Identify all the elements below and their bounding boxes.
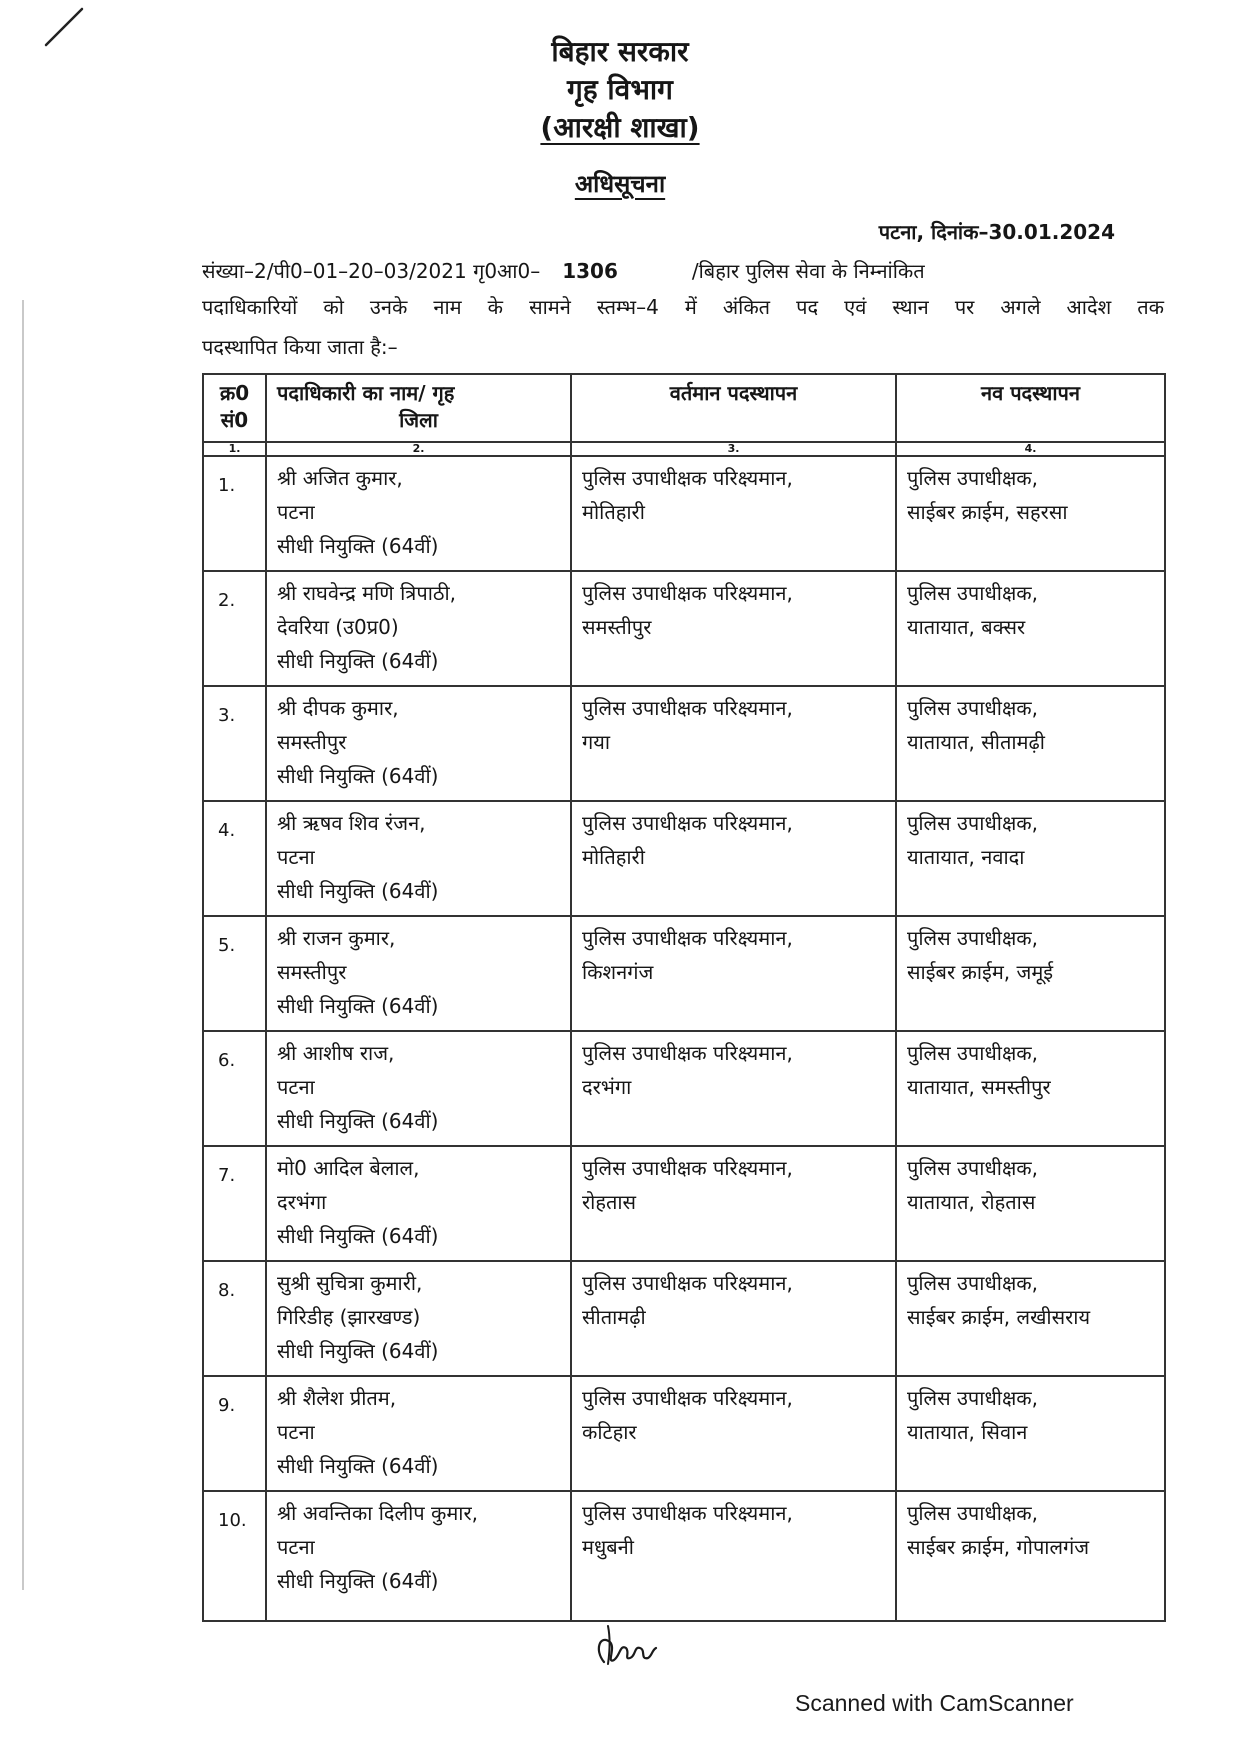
header-officer-name: पदाधिकारी का नाम/ गृह जिला xyxy=(266,374,571,442)
cell-sn: 8. xyxy=(218,1280,236,1301)
officer-cell xyxy=(266,1261,571,1376)
table-row xyxy=(203,571,1165,686)
current-posting-cell xyxy=(571,456,896,571)
cell-name: श्री राघवेन्द्र मणि त्रिपाठी, xyxy=(277,581,457,605)
cell-current-1: पुलिस उपाधीक्षक परिक्ष्यमान, xyxy=(582,1271,793,1295)
signature-mark xyxy=(590,1620,660,1670)
header-new-posting: नव पदस्थापन xyxy=(896,374,1165,442)
new-posting-cell xyxy=(896,916,1165,1031)
current-posting-cell xyxy=(571,916,896,1031)
current-posting-cell xyxy=(571,571,896,686)
sn-cell xyxy=(203,1491,266,1621)
cell-new-1: पुलिस उपाधीक्षक, xyxy=(907,1386,1039,1410)
sn-cell xyxy=(203,571,266,686)
sn-cell xyxy=(203,1146,266,1261)
cell-name: श्री शैलेश प्रीतम, xyxy=(277,1386,397,1410)
sn-cell xyxy=(203,456,266,571)
table-row xyxy=(203,1491,1165,1621)
officer-cell xyxy=(266,1376,571,1491)
cell-current-1: पुलिस उपाधीक्षक परिक्ष्यमान, xyxy=(582,926,793,950)
cell-home: पटना xyxy=(277,1420,315,1444)
branch-title: (आरक्षी शाखा) xyxy=(540,111,700,144)
reference-number: 1306 xyxy=(562,259,618,283)
cell-appointment: सीधी नियुक्ति (64वीं) xyxy=(277,1224,439,1248)
body-text-line-1: पदाधिकारियों को उनके नाम के सामने स्तम्भ–4 में अंकित पद एवं स्थान पर अगले आदेश तक xyxy=(202,295,1164,319)
cell-current-2: मोतिहारी xyxy=(582,845,645,869)
notification-heading: अधिसूचना xyxy=(574,170,666,198)
officer-cell xyxy=(266,801,571,916)
officer-cell xyxy=(266,1146,571,1261)
sn-cell xyxy=(203,1261,266,1376)
cell-new-1: पुलिस उपाधीक्षक, xyxy=(907,466,1039,490)
scanner-watermark: Scanned with CamScanner xyxy=(795,1690,1074,1716)
cell-sn: 3. xyxy=(218,705,236,726)
table-row xyxy=(203,456,1165,571)
cell-appointment: सीधी नियुक्ति (64वीं) xyxy=(277,649,439,673)
place-and-date: पटना, दिनांक–30.01.2024 xyxy=(878,220,1115,244)
cell-sn: 2. xyxy=(218,590,236,611)
table-row xyxy=(203,801,1165,916)
cell-new-2: यातायात, नवादा xyxy=(907,845,1025,869)
current-posting-cell xyxy=(571,1491,896,1621)
officer-cell xyxy=(266,1031,571,1146)
officer-cell xyxy=(266,916,571,1031)
cell-current-2: रोहतास xyxy=(582,1190,637,1214)
cell-name: श्री अजित कुमार, xyxy=(277,466,403,490)
current-posting-cell xyxy=(571,686,896,801)
new-posting-cell xyxy=(896,571,1165,686)
cell-sn: 10. xyxy=(218,1510,247,1531)
cell-current-1: पुलिस उपाधीक्षक परिक्ष्यमान, xyxy=(582,1041,793,1065)
cell-home: देवरिया (उ0प्र0) xyxy=(277,615,399,639)
column-number: 2. xyxy=(266,442,571,456)
cell-current-1: पुलिस उपाधीक्षक परिक्ष्यमान, xyxy=(582,1501,793,1525)
officer-cell xyxy=(266,456,571,571)
cell-appointment: सीधी नियुक्ति (64वीं) xyxy=(277,879,439,903)
cell-home: दरभंगा xyxy=(277,1190,327,1214)
table-row xyxy=(203,686,1165,801)
officer-cell xyxy=(266,571,571,686)
new-posting-cell xyxy=(896,456,1165,571)
new-posting-cell xyxy=(896,1146,1165,1261)
cell-home: पटना xyxy=(277,1535,315,1559)
column-number: 4. xyxy=(896,442,1165,456)
cell-sn: 6. xyxy=(218,1050,236,1071)
cell-new-2: यातायात, रोहतास xyxy=(907,1190,1036,1214)
department-title: गृह विभाग xyxy=(567,73,673,106)
sn-cell xyxy=(203,1376,266,1491)
new-posting-cell xyxy=(896,1261,1165,1376)
cell-new-1: पुलिस उपाधीक्षक, xyxy=(907,581,1039,605)
new-posting-cell xyxy=(896,686,1165,801)
cell-name: श्री दीपक कुमार, xyxy=(277,696,399,720)
sn-cell xyxy=(203,686,266,801)
cell-current-2: दरभंगा xyxy=(582,1075,632,1099)
header-current-posting: वर्तमान पदस्थापन xyxy=(571,374,896,442)
table-row xyxy=(203,1146,1165,1261)
sn-cell xyxy=(203,1031,266,1146)
cell-home: पटना xyxy=(277,500,315,524)
cell-new-1: पुलिस उपाधीक्षक, xyxy=(907,1271,1039,1295)
cell-appointment: सीधी नियुक्ति (64वीं) xyxy=(277,534,439,558)
cell-home: पटना xyxy=(277,845,315,869)
table-header-row xyxy=(203,374,1165,442)
cell-sn: 9. xyxy=(218,1395,236,1416)
cell-name: श्री आशीष राज, xyxy=(277,1041,395,1065)
cell-current-2: कटिहार xyxy=(582,1420,637,1444)
cell-appointment: सीधी नियुक्ति (64वीं) xyxy=(277,764,439,788)
cell-sn: 7. xyxy=(218,1165,236,1186)
cell-appointment: सीधी नियुक्ति (64वीं) xyxy=(277,1109,439,1133)
reference-prefix: संख्या–2/पी0–01–20–03/2021 गृ0आ0– xyxy=(202,259,541,283)
cell-name: श्री ऋषव शिव रंजन, xyxy=(277,811,426,835)
new-posting-cell xyxy=(896,1491,1165,1621)
cell-appointment: सीधी नियुक्ति (64वीं) xyxy=(277,1454,439,1478)
body-text-line-2: पदस्थापित किया जाता है:– xyxy=(202,335,398,359)
cell-name: सुश्री सुचित्रा कुमारी, xyxy=(277,1271,423,1295)
cell-current-1: पुलिस उपाधीक्षक परिक्ष्यमान, xyxy=(582,1386,793,1410)
postings-table xyxy=(202,373,1166,1622)
cell-new-2: साईबर क्राईम, सहरसा xyxy=(907,500,1068,524)
cell-current-1: पुलिस उपाधीक्षक परिक्ष्यमान, xyxy=(582,466,793,490)
cell-appointment: सीधी नियुक्ति (64वीं) xyxy=(277,1569,439,1593)
new-posting-cell xyxy=(896,1031,1165,1146)
column-number: 3. xyxy=(571,442,896,456)
cell-new-1: पुलिस उपाधीक्षक, xyxy=(907,926,1039,950)
cell-new-2: साईबर क्राईम, गोपालगंज xyxy=(907,1535,1090,1559)
reference-suffix: /बिहार पुलिस सेवा के निम्नांकित xyxy=(691,259,925,283)
cell-appointment: सीधी नियुक्ति (64वीं) xyxy=(277,994,439,1018)
cell-name: श्री राजन कुमार, xyxy=(277,926,396,950)
cell-current-1: पुलिस उपाधीक्षक परिक्ष्यमान, xyxy=(582,811,793,835)
cell-appointment: सीधी नियुक्ति (64वीं) xyxy=(277,1339,439,1363)
table-row xyxy=(203,1031,1165,1146)
cell-new-1: पुलिस उपाधीक्षक, xyxy=(907,1041,1039,1065)
cell-new-1: पुलिस उपाधीक्षक, xyxy=(907,1156,1039,1180)
current-posting-cell xyxy=(571,1031,896,1146)
table-row xyxy=(203,1376,1165,1491)
table-row xyxy=(203,916,1165,1031)
cell-name: मो0 आदिल बेलाल, xyxy=(277,1156,420,1180)
new-posting-cell xyxy=(896,801,1165,916)
government-title: बिहार सरकार xyxy=(551,35,689,68)
column-number-row xyxy=(203,442,1165,456)
cell-current-2: गया xyxy=(582,730,611,754)
officer-cell xyxy=(266,1491,571,1621)
cell-home: पटना xyxy=(277,1075,315,1099)
new-posting-cell xyxy=(896,1376,1165,1491)
reference-line xyxy=(202,256,1164,286)
cell-name: श्री अवन्तिका दिलीप कुमार, xyxy=(277,1501,479,1525)
cell-sn: 4. xyxy=(218,820,236,841)
cell-home: गिरिडीह (झारखण्ड) xyxy=(277,1305,421,1329)
cell-new-1: पुलिस उपाधीक्षक, xyxy=(907,1501,1039,1525)
header-serial: क्र0 सं0 xyxy=(203,374,266,442)
cell-current-2: किशनगंज xyxy=(582,960,654,984)
cell-new-2: यातायात, सिवान xyxy=(907,1420,1028,1444)
cell-new-2: साईबर क्राईम, जमूई xyxy=(907,960,1054,984)
table-row xyxy=(203,1261,1165,1376)
cell-current-1: पुलिस उपाधीक्षक परिक्ष्यमान, xyxy=(582,696,793,720)
officer-cell xyxy=(266,686,571,801)
current-posting-cell xyxy=(571,1146,896,1261)
cell-sn: 5. xyxy=(218,935,236,956)
cell-current-2: समस्तीपुर xyxy=(582,615,652,639)
cell-new-2: यातायात, बक्सर xyxy=(907,615,1026,639)
cell-current-2: मोतिहारी xyxy=(582,500,645,524)
cell-sn: 1. xyxy=(218,475,236,496)
cell-new-1: पुलिस उपाधीक्षक, xyxy=(907,811,1039,835)
sn-cell xyxy=(203,916,266,1031)
cell-current-2: मधुबनी xyxy=(582,1535,634,1559)
cell-current-2: सीतामढ़ी xyxy=(582,1305,646,1329)
cell-home: समस्तीपुर xyxy=(277,730,347,754)
cell-new-2: यातायात, समस्तीपुर xyxy=(907,1075,1051,1099)
current-posting-cell xyxy=(571,1261,896,1376)
sn-cell xyxy=(203,801,266,916)
column-number: 1. xyxy=(203,442,266,456)
cell-current-1: पुलिस उपाधीक्षक परिक्ष्यमान, xyxy=(582,1156,793,1180)
cell-current-1: पुलिस उपाधीक्षक परिक्ष्यमान, xyxy=(582,581,793,605)
cell-new-1: पुलिस उपाधीक्षक, xyxy=(907,696,1039,720)
scan-edge-shadow xyxy=(22,300,24,1590)
cell-new-2: यातायात, सीतामढ़ी xyxy=(907,730,1045,754)
current-posting-cell xyxy=(571,1376,896,1491)
cell-new-2: साईबर क्राईम, लखीसराय xyxy=(907,1305,1091,1329)
current-posting-cell xyxy=(571,801,896,916)
cell-home: समस्तीपुर xyxy=(277,960,347,984)
